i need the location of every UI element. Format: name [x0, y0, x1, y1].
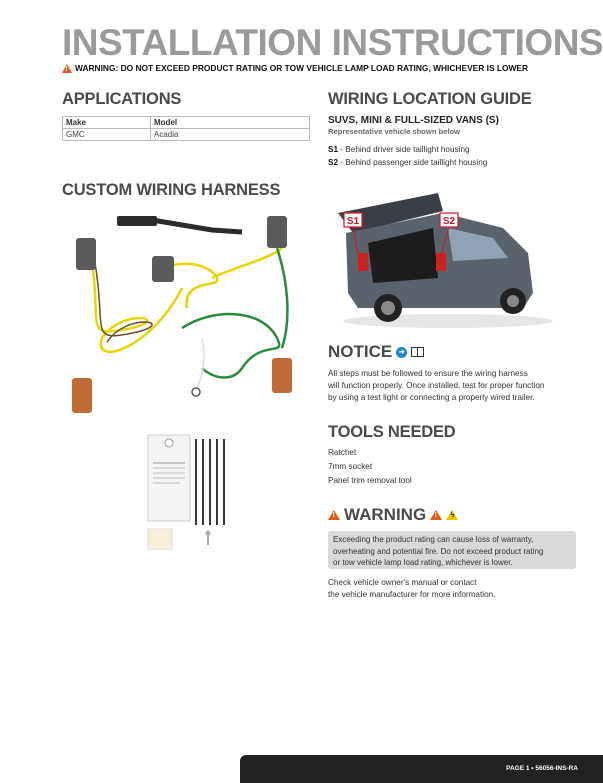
location-text: - Behind passenger side taillight housing: [340, 158, 488, 167]
wiring-harness-image: [62, 208, 310, 423]
wiring-guide-heading: WIRING LOCATION GUIDE: [328, 90, 532, 108]
location-text: - Behind driver side taillight housing: [340, 145, 470, 154]
page-footer: [240, 755, 603, 783]
table-row: [63, 129, 310, 141]
column-header-make: Make: [63, 117, 151, 129]
harness-heading: CUSTOM WIRING HARNESS: [62, 181, 281, 199]
tools-list: [328, 446, 412, 488]
warning-line: Exceeding the product rating can cause loss of warranty,: [333, 535, 534, 544]
tools-heading: TOOLS NEEDED: [328, 423, 456, 441]
warning-followup: [328, 577, 495, 601]
warning-heading: WARNING: [344, 505, 427, 524]
manual-book-icon: [411, 347, 424, 357]
followup-line: Check vehicle owner's manual or contact: [328, 578, 477, 587]
s1-callout: S1: [346, 216, 360, 227]
location-code: S1: [328, 145, 339, 154]
table-header-row: [63, 117, 310, 129]
warning-triangle-icon: !: [430, 510, 442, 520]
location-item-s2: [328, 158, 487, 167]
notice-line: will function properly. Once installed, test for proper function: [328, 381, 545, 390]
notice-line: by using a test light or connecting a properly wired trailer.: [328, 393, 535, 402]
notice-heading: NOTICE: [328, 342, 393, 361]
cell-make: GMC: [63, 129, 151, 141]
applications-table: [62, 116, 310, 141]
vehicle-image: [328, 183, 553, 328]
hardware-kit-image: [140, 433, 240, 551]
tool-item: Panel trim removal tool: [328, 476, 412, 485]
warning-triangle-icon: !: [328, 510, 340, 520]
notice-line: All steps must be followed to ensure the wiring harness: [328, 369, 528, 378]
representative-note: Representative vehicle shown below: [328, 127, 461, 136]
cell-model: Acadia: [151, 129, 310, 141]
notice-heading-row: [328, 342, 424, 362]
tool-item: 7mm socket: [328, 462, 373, 471]
page-number: PAGE 1 • 56056-INS-RA: [506, 765, 578, 772]
arrow-circle-icon: ➜: [396, 347, 407, 358]
top-warning: [62, 63, 528, 73]
warning-box: [328, 531, 576, 569]
column-header-model: Model: [151, 117, 310, 129]
notice-text: [328, 368, 544, 404]
electrical-hazard-icon: ϟ: [446, 510, 458, 520]
page-title: INSTALLATION INSTRUCTIONS: [62, 22, 603, 63]
followup-line: the vehicle manufacturer for more information.: [328, 590, 496, 599]
warning-triangle-icon: !: [62, 64, 72, 73]
vehicle-type-subheading: SUVS, MINI & FULL-SIZED VANS (S): [328, 115, 499, 126]
location-item-s1: [328, 145, 470, 154]
warning-line: overheating and potential fire. Do not exceed product rating: [333, 546, 544, 556]
top-warning-text: WARNING: DO NOT EXCEED PRODUCT RATING OR TOW VEHICLE LAMP LOAD RATING, WHICHEVER IS LOWER: [75, 63, 529, 73]
s2-callout: S2: [442, 216, 456, 227]
applications-heading: APPLICATIONS: [62, 90, 182, 108]
location-code: S2: [328, 158, 339, 167]
warning-line: or tow vehicle lamp load rating, whichever is lower.: [333, 558, 513, 567]
tool-item: Ratchet: [328, 448, 357, 457]
warning-heading-row: [328, 505, 458, 525]
